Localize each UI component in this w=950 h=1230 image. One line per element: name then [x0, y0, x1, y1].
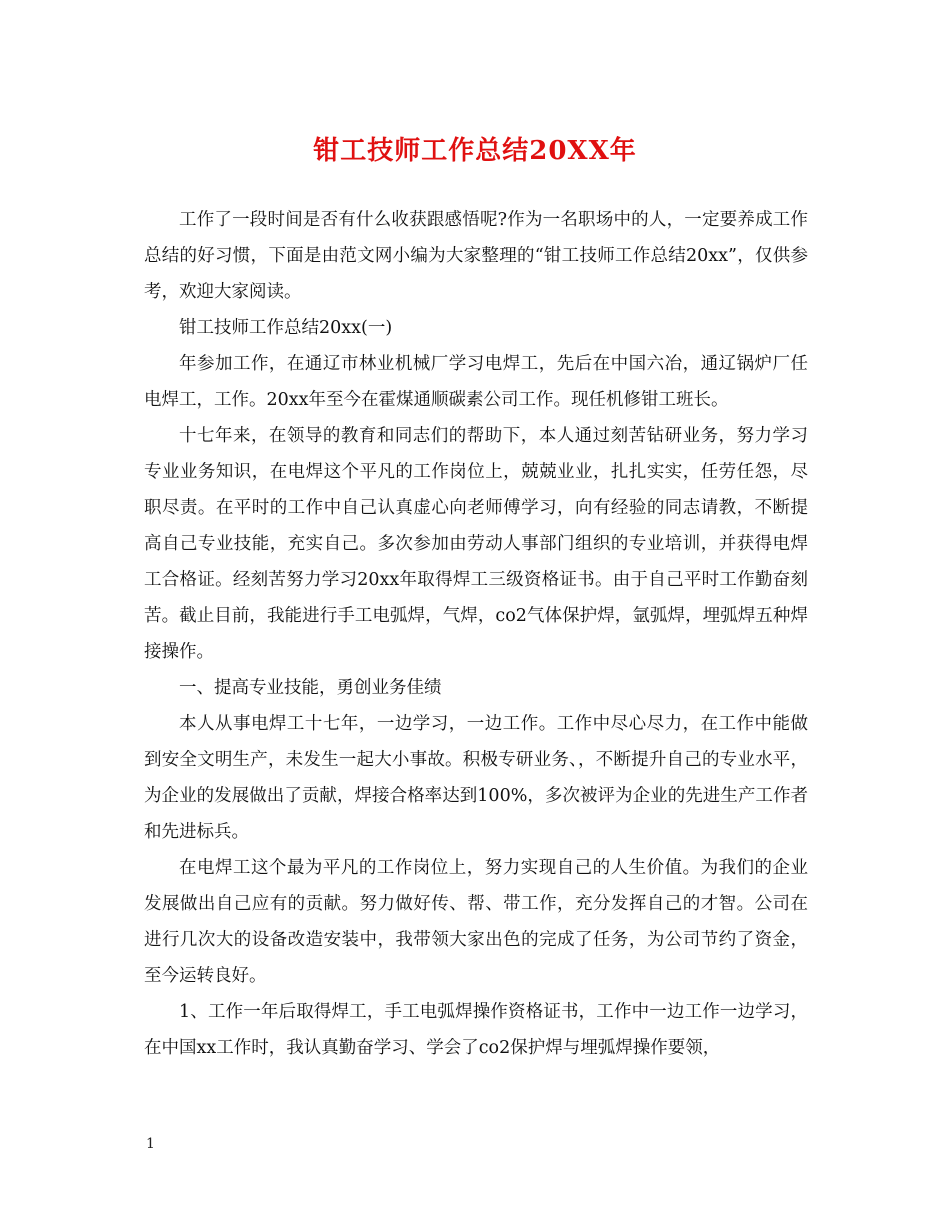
paragraph: 年参加工作，在通辽市林业机械厂学习电焊工，先后在中国六冶，通辽锅炉厂任电焊工，工作。20xx年至今在霍煤通顺碳素公司工作。现任机修钳工班长。	[144, 354, 808, 410]
paragraph: 在电焊工这个最为平凡的工作岗位上，努力实现自己的人生价值。为我们的企业发展做出自己应有的贡献。努力做好传、帮、带工作，充分发挥自己的才智。公司在进行几次大的设备改造安装中，我带领大家出色的完成了任务，为公司节约了资金，至今运转良好。	[144, 858, 808, 986]
document-body	[144, 202, 808, 1066]
paragraph-subtitle: 钳工技师工作总结20xx(一)	[179, 318, 393, 338]
paragraph: 1、工作一年后取得焊工，手工电弧焊操作资格证书，工作中一边工作一边学习，在中国xx工作时，我认真勤奋学习、学会了co2保护焊与埋弧焊操作要领，	[144, 1002, 808, 1058]
paragraph-intro: 工作了一段时间是否有什么收获跟感悟呢?作为一名职场中的人，一定要养成工作总结的好习惯，下面是由范文网小编为大家整理的“钳工技师工作总结20xx”，仅供参考，欢迎大家阅读。	[144, 210, 808, 302]
page-number: 1	[146, 1136, 155, 1152]
paragraph: 本人从事电焊工十七年，一边学习，一边工作。工作中尽心尽力，在工作中能做到安全文明生产，未发生一起大小事故。积极专研业务、，不断提升自己的专业水平，为企业的发展做出了贡献，焊接合格率达到100%，多次被评为企业的先进生产工作者和先进标兵。	[144, 714, 808, 842]
section-heading: 一、提高专业技能，勇创业务佳绩	[179, 678, 442, 698]
document-title: 钳工技师工作总结20XX年	[313, 136, 637, 166]
paragraph: 十七年来，在领导的教育和同志们的帮助下，本人通过刻苦钻研业务，努力学习专业业务知识，在电焊这个平凡的工作岗位上，兢兢业业，扎扎实实，任劳任怨，尽职尽责。在平时的工作中自己认真虚心向老师傅学习，向有经验的同志请教，不断提高自己专业技能，充实自己。多次参加由劳动人事部门组织的专业培训，并获得电焊工合格证。经刻苦努力学习20xx年取得焊工三级资格证书。由于自己平时工作勤奋刻苦。截止目前，我能进行手工电弧焊，气焊，co2气体保护焊，氩弧焊，埋弧焊五种焊接操作。	[144, 426, 808, 662]
